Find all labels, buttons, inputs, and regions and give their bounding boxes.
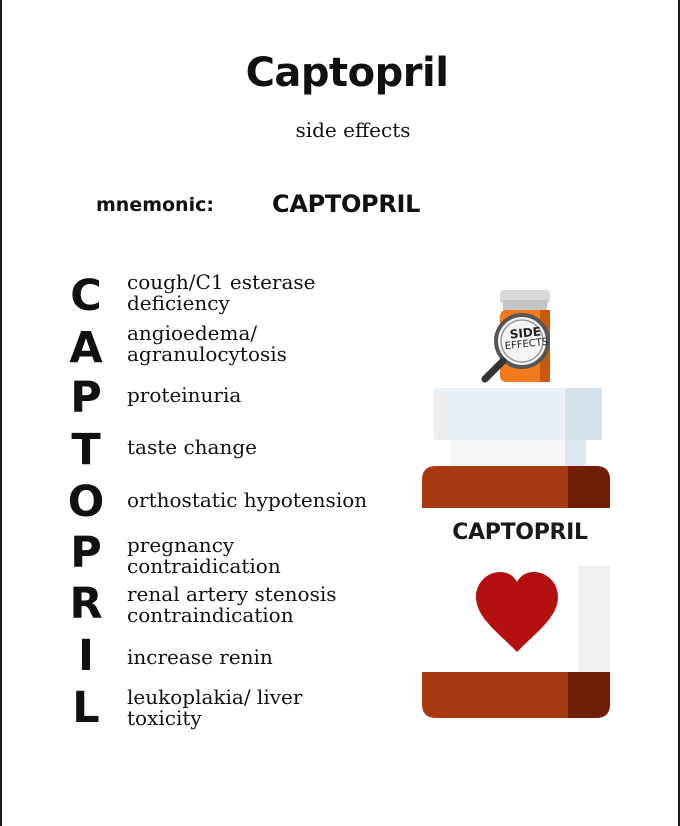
side-effect-item: taste change [127, 435, 257, 459]
mnemonic-letter-l: L [72, 683, 100, 733]
bottle-cap [434, 388, 602, 468]
side-effect-item: angioedema/ agranulocytosis [127, 321, 287, 366]
page-title: Captopril [245, 50, 449, 96]
mnemonic-letter-o: O [67, 477, 105, 527]
side-effect-item: cough/C1 esterase deficiency [127, 270, 316, 315]
side-effect-item: pregnancy contraidication [127, 533, 281, 578]
mnemonic-letter-r: R [69, 579, 103, 629]
bottle-top-band [422, 466, 610, 508]
mnemonic-letter-p: P [70, 373, 102, 423]
mnemonic-word: CAPTOPRIL [272, 190, 421, 218]
mnemonic-letter-i: I [78, 631, 94, 681]
side-effect-item: orthostatic hypotension [127, 488, 368, 512]
mnemonic-letter-p2: P [70, 528, 102, 578]
side-effect-item: leukoplakia/ liver toxicity [127, 685, 303, 730]
mnemonic-letter-c: C [70, 271, 102, 321]
side-effect-item: proteinuria [127, 383, 242, 407]
mnemonic-letter-a: A [69, 323, 103, 373]
bottle-label: CAPTOPRIL [452, 520, 588, 545]
side-effect-item: increase renin [127, 645, 273, 669]
mnemonic-letter-t: T [71, 425, 101, 475]
side-effect-item: renal artery stenosis contraindication [127, 582, 337, 627]
magnifier-label: SIDE EFFECTS [504, 324, 549, 353]
bottle-bottom-band [422, 672, 610, 718]
page-subtitle: side effects [295, 118, 411, 142]
mnemonic-label: mnemonic: [96, 194, 214, 216]
